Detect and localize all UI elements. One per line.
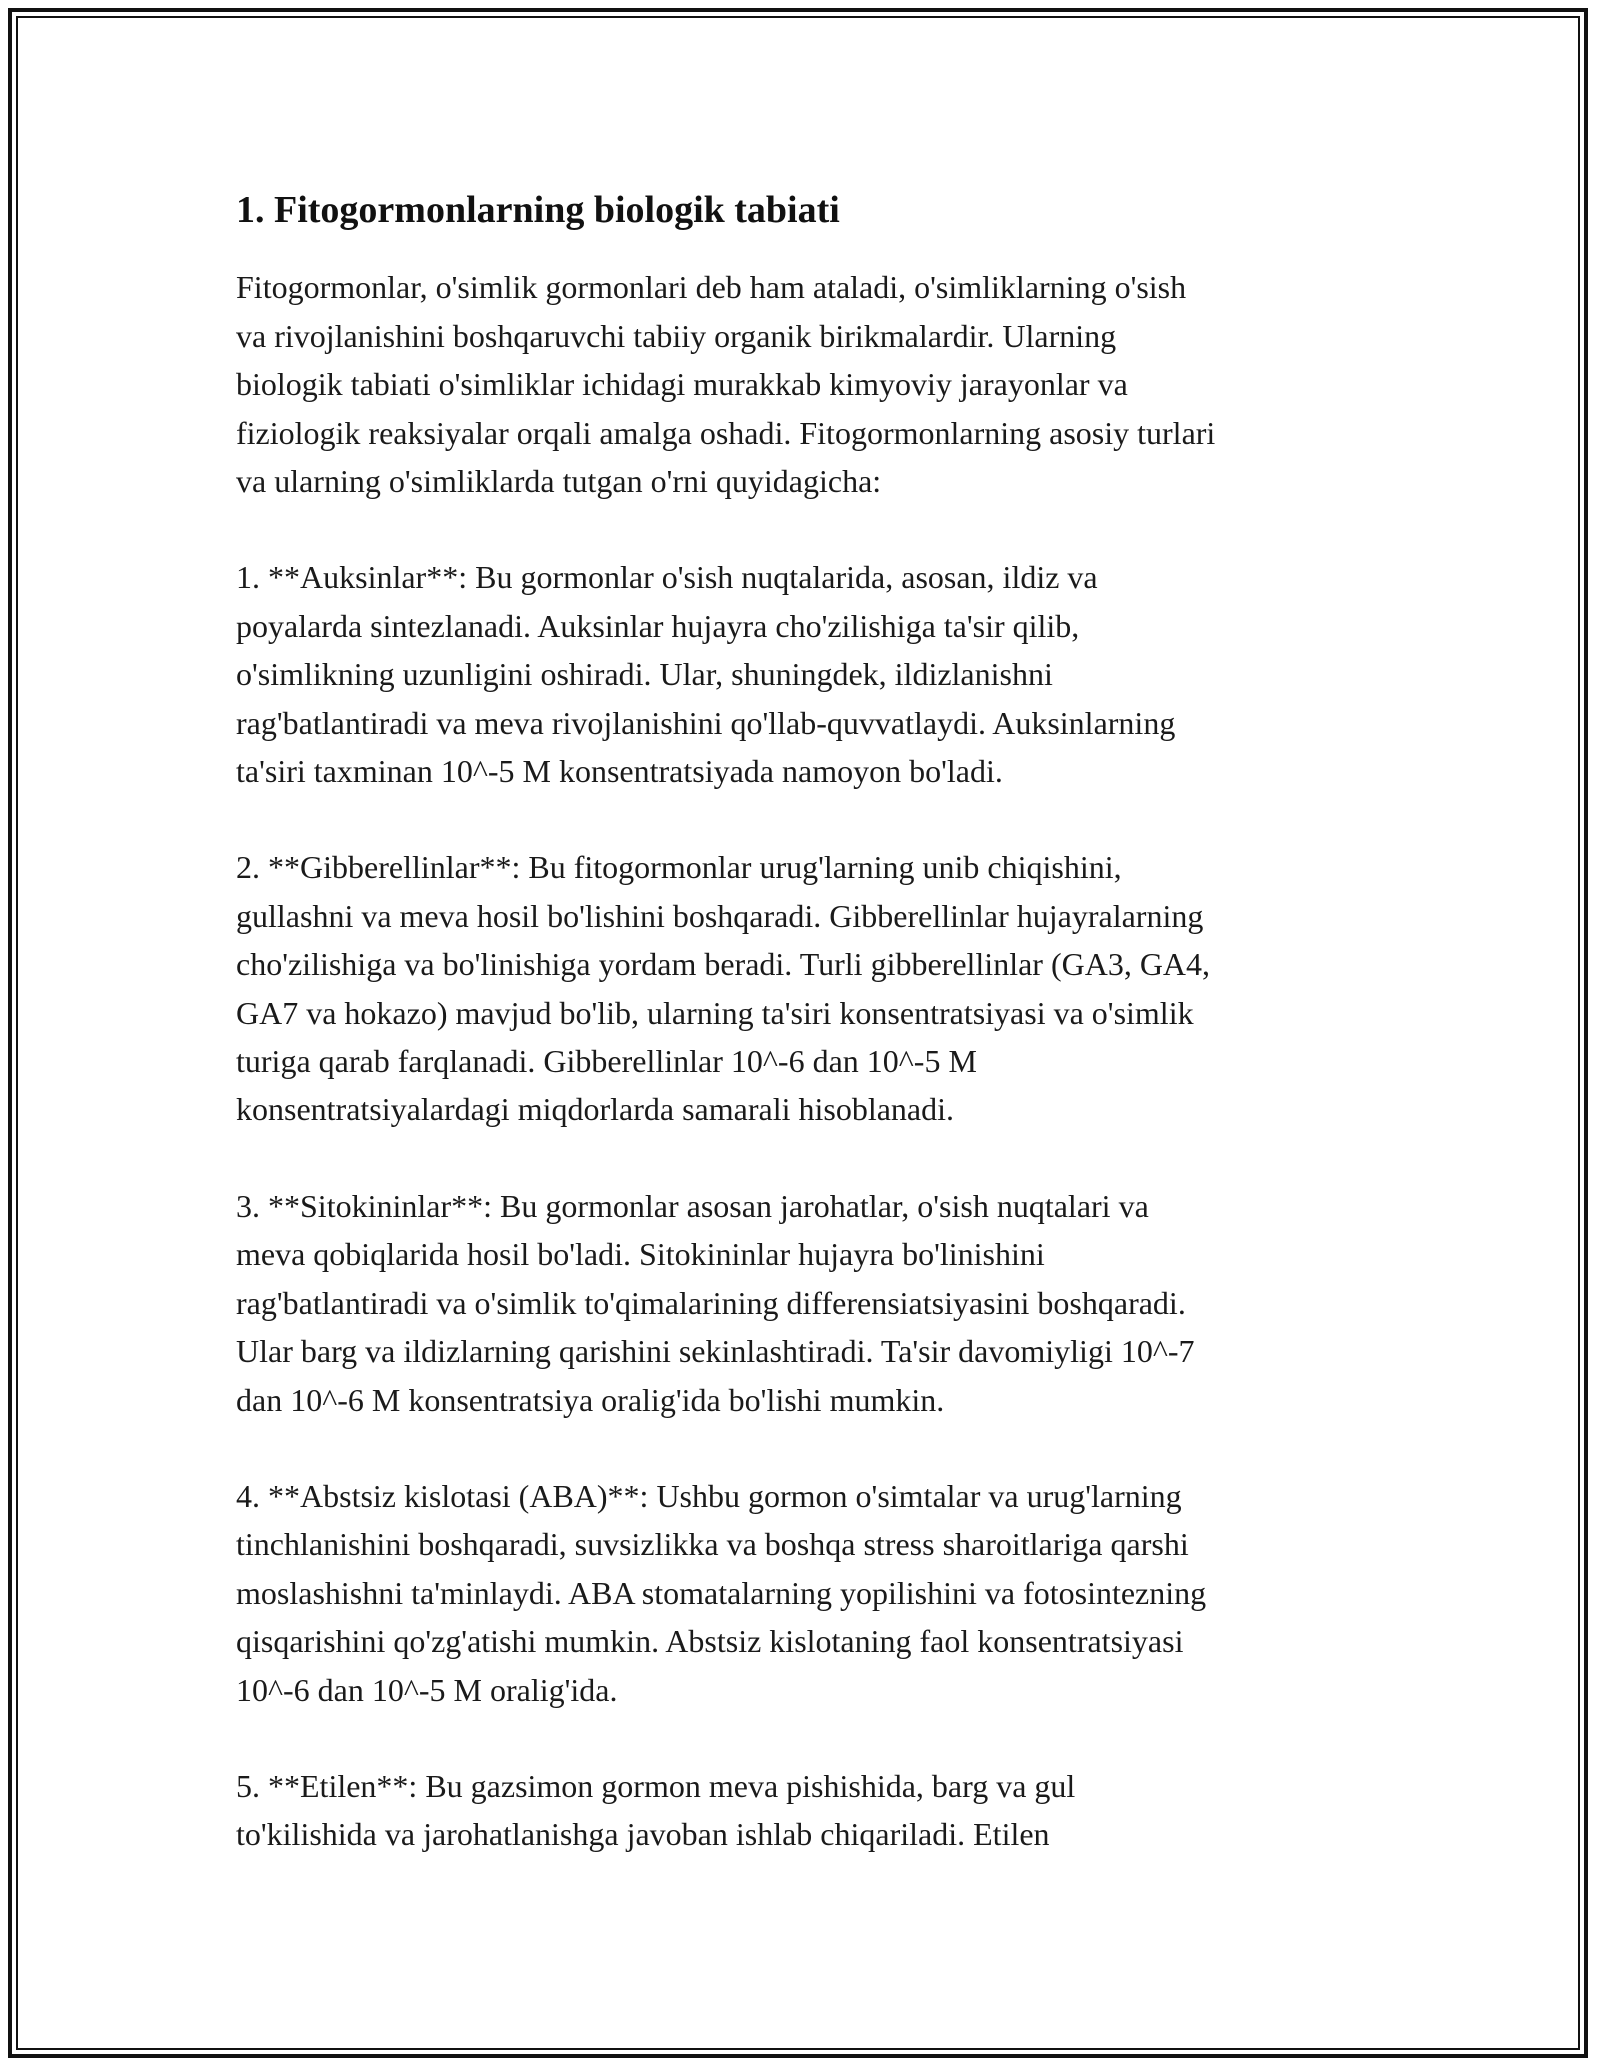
abscisic-acid-paragraph: 4. **Abstsiz kislotasi (ABA)**: Ushbu gormon o'simtalar va urug'larning tinchlanishini boshqaradi, suvsizlikka va boshqa stress sharoitlariga qarshi moslashishni ta'minlaydi. ABA stomatalarning yopilishini va fotosintezning qisqarishini qo'zg'atishi mumkin. Abstsiz kislotaning faol konsentratsiyasi 10^-6 dan 10^-5 M oralig'ida. (236, 1477, 1207, 1708)
auxins-paragraph: 1. **Auksinlar**: Bu gormonlar o'sish nuqtalarida, asosan, ildiz va poyalarda sintezlanadi. Auksinlar hujayra cho'zilishiga ta'sir qilib, o'simlikning uzunligini oshiradi. Ular, shuningdek, ildizlanishni rag'batlantiradi va meva rivojlanishini qo'llab-quvvatlaydi. Auksinlarning ta'siri taxminan 10^-5 M konsentratsiyada namoyon bo'ladi. (236, 559, 1176, 790)
section-heading: 1. Fitogormonlarning biologik tabiati (236, 189, 840, 231)
intro-paragraph: Fitogormonlar, o'simlik gormonlari deb ham ataladi, o'simliklarning o'sish va rivojlanishini boshqaruvchi tabiiy organik birikmalardir. Ularning biologik tabiati o'simliklar ichidagi murakkab kimyoviy jarayonlar va fiziologik reaksiyalar orqali amalga oshadi. Fitogormonlarning asosiy turlari va ularning o'simliklarda tutgan o'rni quyidagicha: (236, 269, 1216, 500)
document-body (236, 186, 1366, 1859)
ethylene-paragraph: 5. **Etilen**: Bu gazsimon gormon meva pishishida, barg va gul to'kilishida va jarohatlanishga javoban ishlab chiqariladi. Etilen (236, 1767, 1076, 1853)
cytokinins-paragraph: 3. **Sitokininlar**: Bu gormonlar asosan jarohatlar, o'sish nuqtalari va meva qobiqlarida hosil bo'ladi. Sitokininlar hujayra bo'linishini rag'batlantiradi va o'simlik to'qimalarining differensiatsiyasini boshqaradi. Ular barg va ildizlarning qarishini sekinlashtiradi. Ta'sir davomiyligi 10^-7 dan 10^-6 M konsentratsiya oralig'ida bo'lishi mumkin. (236, 1187, 1195, 1418)
gibberellins-paragraph: 2. **Gibberellinlar**: Bu fitogormonlar urug'larning unib chiqishini, gullashni va meva hosil bo'lishini boshqaradi. Gibberellinlar hujayralarning cho'zilishiga va bo'linishiga yordam beradi. Turli gibberellinlar (GA3, GA4, GA7 va hokazo) mavjud bo'lib, ularning ta'siri konsentratsiyasi va o'simlik turiga qarab farqlanadi. Gibberellinlar 10^-6 dan 10^-5 M konsentratsiyalardagi miqdorlarda samarali hisoblanadi. (236, 849, 1211, 1128)
